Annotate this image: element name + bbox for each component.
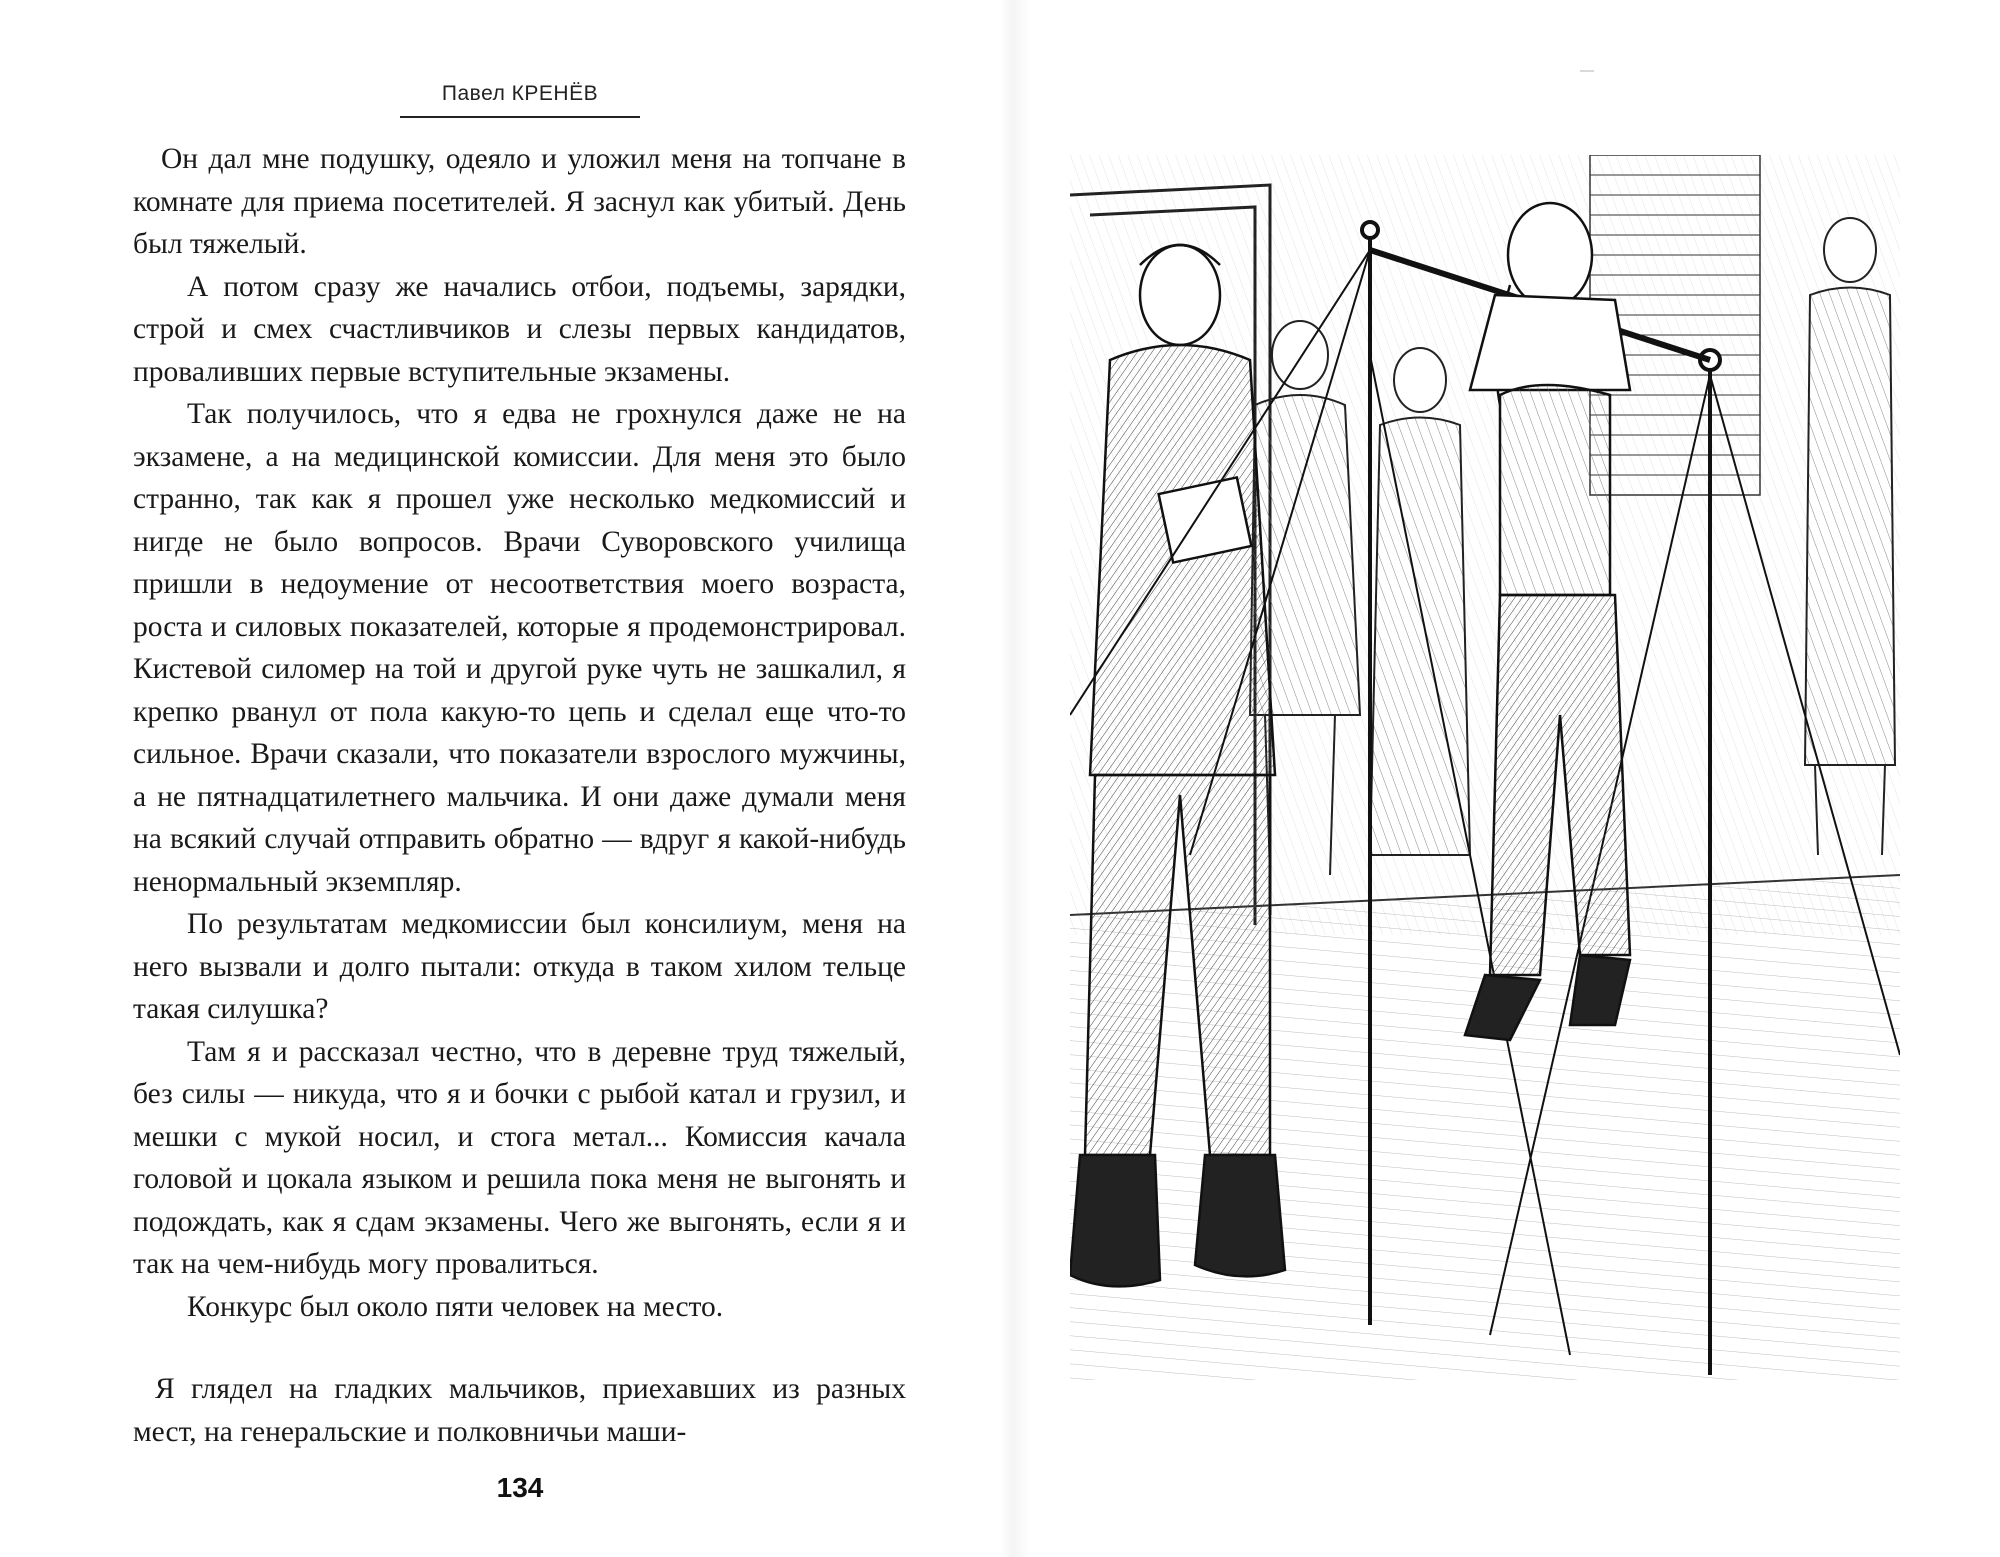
page-number: 134: [496, 1472, 544, 1503]
paragraph: Он дал мне подушку, одеяло и уложил меня на топчане в комнате для приема посетителей. Я заснул как убитый. День был тяжелый.: [133, 143, 906, 260]
paragraph: А потом сразу же начались отбои, подъемы, зарядки, строй и смех счастливчиков и слезы первых кандидатов, проваливших первые вступительные экзамены.: [133, 270, 906, 388]
paragraph: Я глядел на гладких мальчиков, приехавших из разных мест, на генеральские и полковничьи маши-: [133, 1373, 906, 1448]
right-page: [1030, 0, 2000, 1557]
paragraph: Там я и рассказал честно, что в деревне труд тяжелый, без силы — никуда, что я и бочки с рыбой катал и грузил, и мешки с мукой носил, и стога метал... Комиссия качала головой и цокала языком и решила пока меня не выгонять и подождать, как я сдам экзамены. Чего же выгонять, если я и так на чем-нибудь могу провалиться.: [133, 1035, 906, 1280]
header-rule: [400, 116, 640, 118]
gutter-shadow: [1000, 0, 1030, 1557]
running-header: Павел КРЕНЁВ: [441, 82, 599, 105]
paragraph: Так получилось, что я едва не грохнулся даже не на экзамене, а на медицинской комиссии. Для меня это было странно, так как я прошел уже несколько медкомиссий и нигде не было вопросов. Врачи Суворовского училища пришли в недоумение от несоответствия моего возраста, роста и силовых показателей, которые я продемонстрировал. Кистевой силомер на той и другой руке чуть не зашкалил, я крепко рванул от пола какую-то цепь и сделал еще что-то сильное. Врачи сказали, что показатели взрослого мужчины, а не пятнадцатилетнего мальчика. И они даже думали меня на всякий случай отправить обратно — вдруг я какой-нибудь ненормальный экземпляр.: [133, 398, 906, 898]
paragraph: По результатам медкомиссии был консилиум, меня на него вызвали и долго пытали: откуда в таком хилом тельце такая силушка?: [133, 908, 906, 1025]
gymnasium-drawing: [1070, 155, 1900, 1380]
scan-artifact: [1580, 70, 1594, 72]
body-text: [133, 138, 906, 1453]
illustration: [1070, 155, 1900, 1380]
paragraph: Конкурс был около пяти человек на место.: [187, 1290, 724, 1323]
